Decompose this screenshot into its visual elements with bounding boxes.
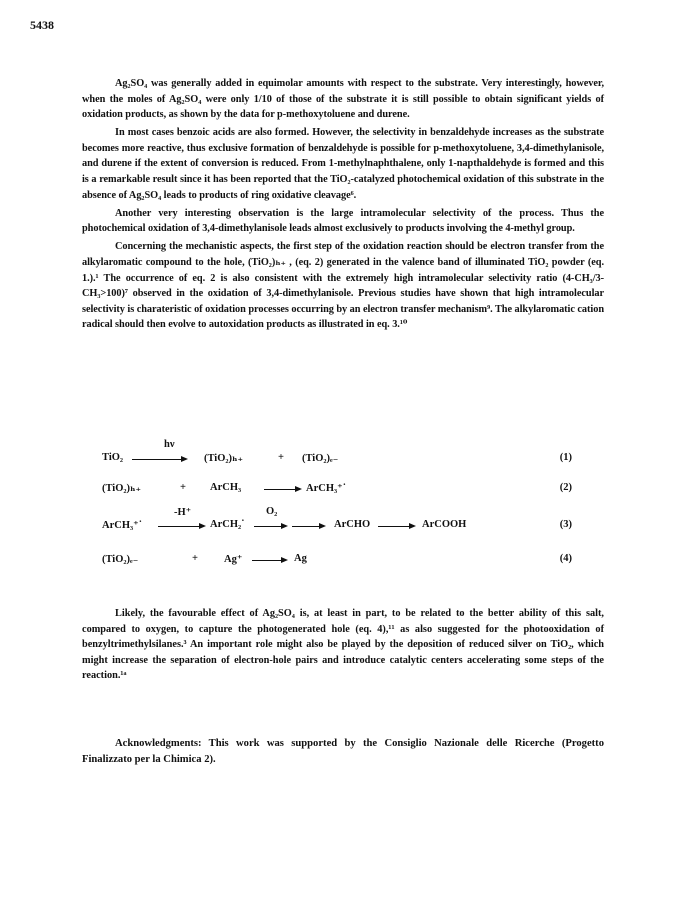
- eq3-intermediate-2: ArCHO: [334, 519, 371, 530]
- eq2-number: (2): [559, 482, 572, 493]
- eq1-above: hν: [164, 439, 175, 450]
- paragraph-4: Concerning the mechanistic aspects, the first step of the oxidation reaction should be electron transfer from the alkylaromatic compound to the hole, (TiO₂)ₕ₊ , (eq. 2) generated in the valence band of illuminated TiO₂ powder (eq. 1.).¹ The occurrence of eq. 2 is also consistent with the extremely high intramolecular selectivity ratio (4-CH₃/3-CH₃>100)⁷ observed in the oxidation of 3,4-dimethylanisole. Previous studies have shown that high intramolecular selectivity is charateristic of oxidation processes occurring by an electron transfer mechanism⁹. The alkylaromatic cation radical should then evolve to autoxidation products as illustrated in eq. 3.¹⁰: [82, 241, 604, 331]
- eq4-plus: +: [192, 553, 198, 564]
- eq2-product: ArCH₃⁺˙: [306, 483, 347, 494]
- equation-1: [102, 439, 572, 476]
- body-text: [82, 76, 604, 336]
- eq1-number: (1): [559, 452, 572, 463]
- acknowledgments-text: Acknowledgments: This work was supported by the Consiglio Nazionale delle Ricerche (Progetto Finalizzato per la Chimica 2).: [82, 738, 604, 765]
- eq2-reactant-2: ArCH₃: [210, 482, 242, 493]
- acknowledgments: [82, 736, 604, 767]
- eq3-above-2: O₂: [266, 506, 278, 517]
- equation-3: [102, 506, 572, 543]
- eq1-product-2: (TiO₂)ₑ₋: [302, 453, 339, 464]
- eq3-above-1: -H⁺: [174, 507, 192, 518]
- paragraph-2: In most cases benzoic acids are also formed. However, the selectivity in benzaldehyde increases as the substrate becomes more reactive, thus exclusive formation of benzaldehyde is possible for p-methoxytoluene, 3,4-dimethylanisole, and durene if the extent of conversion is reduced. From 1-methylnaphthalene, only 1-napthaldehyde is formed and this is a remarkable result since it has been reported that the TiO₂-catalyzed photochemical oxidation of this substrate in the absence of Ag₂SO₄ leads to products of ring oxidative cleavage⁶.: [82, 127, 604, 201]
- eq1-plus: +: [278, 452, 284, 463]
- eq3-intermediate-1: ArCH₂˙: [210, 519, 245, 530]
- eq1-product-1: (TiO₂)ₕ₊: [204, 453, 244, 464]
- paragraph-3: Another very interesting observation is the large intramolecular selectivity of the process. Thus the photochemical oxidation of 3,4-dimethylanisole leads almost exclusively to products involving the 4-methyl group.: [82, 207, 604, 235]
- eq2-plus: +: [180, 482, 186, 493]
- post-equation-text: [82, 606, 604, 684]
- equation-4: [102, 547, 572, 577]
- eq4-reactant-2: Ag⁺: [224, 554, 243, 565]
- paragraph-5: Likely, the favourable effect of Ag₂SO₄ is, at least in part, to be related to the better ability of this salt, compared to oxygen, to capture the photogenerated hole (eq. 4),¹¹ as also suggested for the photooxidation of benzyltrimethylsilanes.³ An important role might also be played by the deposition of reduced silver on TiO₂, which might increase the separation of electron-hole pairs and introduce catalytic centers accelerating some steps of the reaction.¹ᵃ: [82, 608, 604, 682]
- eq1-lhs: TiO₂: [102, 452, 124, 463]
- page-number: 5438: [30, 18, 54, 32]
- eq4-product: Ag: [294, 553, 307, 564]
- equation-2: [102, 476, 572, 506]
- eq3-number: (3): [559, 519, 572, 530]
- paragraph-1: Ag₂SO₄ was generally added in equimolar amounts with respect to the substrate. Very interestingly, however, when the moles of Ag₂SO₄ were only 1/10 of those of the substrate it is still possible to obtain significant yields of oxidation products, as shown by the data for p-methoxytoluene and durene.: [82, 78, 604, 121]
- eq3-reactant: ArCH₃⁺˙: [102, 520, 143, 531]
- eq3-product: ArCOOH: [422, 519, 467, 530]
- eq4-number: (4): [559, 553, 572, 564]
- eq4-reactant-1: (TiO₂)ₑ₋: [102, 554, 139, 565]
- eq2-reactant-1: (TiO₂)ₕ₊: [102, 483, 142, 494]
